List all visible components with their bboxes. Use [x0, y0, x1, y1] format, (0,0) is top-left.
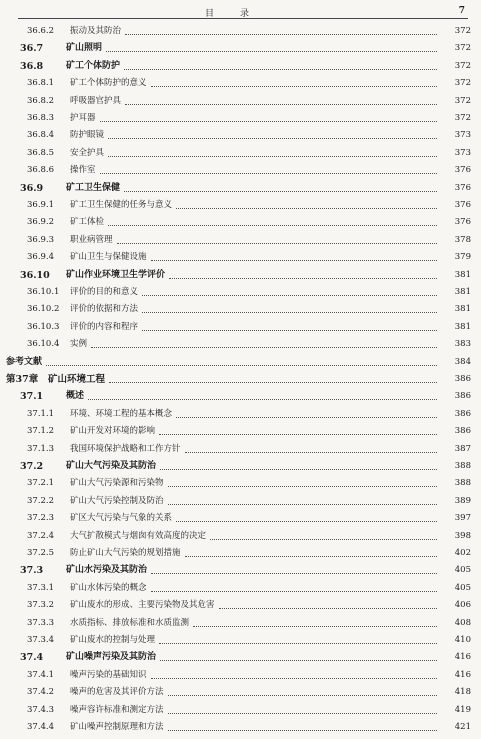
toc-entry-number: 37.2.1: [27, 478, 55, 489]
toc-entry-page: 416: [454, 669, 471, 680]
toc-entry[interactable]: [0, 93, 481, 110]
toc-entry-number: 36.9: [20, 182, 44, 194]
toc-entry[interactable]: [0, 301, 481, 318]
toc-entry-page: 405: [454, 565, 471, 576]
dot-leader: [125, 103, 437, 105]
toc-entry[interactable]: [0, 702, 481, 719]
toc-entry[interactable]: [0, 127, 481, 144]
toc-entry-number: 36.9.1: [27, 200, 55, 210]
dot-leader: [109, 381, 437, 383]
toc-entry[interactable]: [0, 458, 481, 475]
toc-entry[interactable]: [0, 545, 481, 562]
toc-entry-title: 职业病管理: [70, 234, 113, 245]
toc-entry[interactable]: [0, 510, 481, 527]
toc-entry[interactable]: [0, 75, 481, 92]
toc-entry[interactable]: [0, 58, 481, 75]
toc-entry-number: 36.6.2: [27, 26, 55, 36]
toc-entry-title: 呼吸器官护具: [70, 95, 122, 106]
toc-entry[interactable]: [0, 354, 481, 371]
toc-entry-number: 36.8: [20, 60, 44, 72]
toc-entry-number: 37.2.5: [27, 548, 55, 558]
toc-entry-number: 37.4: [20, 652, 44, 664]
dot-leader: [168, 712, 437, 714]
toc-entry-number: 37.1.1: [27, 408, 55, 419]
toc-entry-title: 防护眼镜: [70, 130, 105, 141]
toc-entry-number: 37.3.1: [27, 582, 55, 593]
toc-entry[interactable]: [0, 214, 481, 231]
toc-entry-page: 406: [454, 600, 471, 611]
toc-entry-page: 372: [454, 43, 471, 54]
dot-leader: [100, 172, 437, 174]
dot-leader: [117, 242, 437, 244]
dot-leader: [176, 207, 437, 209]
toc-entry-title: 矿工个体防护: [66, 60, 121, 71]
toc-entry-title: 矿山水体污染的概念: [70, 582, 147, 593]
toc-entry-title: 评价的目的和意义: [70, 287, 139, 297]
toc-entry-number: 36.9.4: [27, 252, 55, 263]
toc-entry-title: 大气扩散模式与烟囱有效高度的决定: [70, 530, 207, 541]
toc-entry-number: 36.8.4: [27, 130, 55, 141]
dot-leader: [151, 572, 437, 574]
toc-entry-title: 矿工个体防护的意义: [70, 78, 147, 89]
dot-leader: [151, 259, 437, 261]
toc-entry-number: 37.1: [20, 391, 44, 403]
toc-entry-page: 402: [454, 548, 471, 558]
toc-entry-page: 387: [454, 443, 471, 454]
toc-entry[interactable]: [0, 319, 481, 336]
toc-entry-page: 378: [454, 234, 471, 245]
dot-leader: [160, 468, 437, 470]
toc-entry[interactable]: [0, 719, 481, 736]
toc-entry[interactable]: [0, 475, 481, 492]
toc-entry-title: 环境、环境工程的基本概念: [70, 408, 173, 419]
toc-entry-title: 矿工体检: [70, 217, 105, 228]
toc-entry-page: 419: [454, 704, 471, 715]
toc-entry-title: 矿山环境工程: [48, 374, 106, 385]
toc-entry-title: 矿工卫生保健的任务与意义: [70, 200, 173, 210]
dot-leader: [46, 364, 437, 366]
toc-entry[interactable]: [0, 197, 481, 214]
toc-entry-page: 373: [454, 147, 471, 158]
toc-entry-page: 372: [454, 60, 471, 71]
toc-entry-title: 振动及其防治: [70, 26, 122, 36]
toc-entry-page: 386: [454, 408, 471, 419]
dot-leader: [88, 398, 437, 400]
toc-entry[interactable]: [0, 667, 481, 684]
toc-entry-title: 水质指标、排放标准和水质监测: [70, 617, 190, 628]
toc-entry-title: 矿山卫生与保健设施: [70, 252, 147, 263]
toc-entry-title: 矿山水污染及其防治: [66, 565, 148, 576]
toc-entry-number: 37.4.2: [27, 687, 55, 698]
toc-entry-title: 操作室: [70, 165, 96, 176]
toc-entry[interactable]: [0, 528, 481, 545]
toc-entry-page: 376: [454, 217, 471, 228]
toc-entry-number: 36.10: [20, 269, 50, 281]
toc-entry-title: 护耳器: [70, 113, 96, 123]
toc-entry[interactable]: [0, 441, 481, 458]
toc-entry[interactable]: [0, 162, 481, 179]
dot-leader: [219, 607, 437, 609]
toc-entry-title: 概述: [66, 391, 85, 402]
dot-leader: [176, 520, 437, 522]
toc-entry[interactable]: [0, 615, 481, 632]
toc-entry-number: 37.3.4: [27, 635, 55, 645]
toc-entry[interactable]: [0, 284, 481, 301]
toc-entry-title: 安全护具: [70, 147, 105, 158]
toc-entry-number: 36.8.1: [27, 78, 55, 89]
toc-entry-page: 410: [454, 635, 471, 645]
toc-entry-page: 372: [454, 113, 471, 123]
toc-entry-page: 421: [454, 722, 471, 732]
toc-entry-page: 386: [454, 426, 471, 437]
toc-entry-title: 评价的依据和方法: [70, 304, 139, 315]
dot-leader: [176, 416, 437, 418]
toc-entry-page: 386: [454, 374, 471, 384]
toc-entry-title: 我国环境保护战略和工作方针: [70, 443, 181, 454]
header-title: 目录: [205, 9, 276, 19]
toc-entry-number: 37.2.3: [27, 513, 55, 524]
toc-entry-page: 372: [454, 26, 471, 36]
toc-entry-title: 矿山噪声污染及其防治: [66, 652, 157, 663]
dot-leader: [125, 33, 437, 35]
dot-leader: [168, 729, 437, 731]
toc-entry-page: 376: [454, 182, 471, 193]
toc-entry-page: 373: [454, 130, 471, 141]
toc-entry-number: 36.10.1: [27, 287, 60, 297]
dot-leader: [193, 625, 437, 627]
toc-entry[interactable]: [0, 649, 481, 666]
toc-entry-page: 408: [454, 617, 471, 628]
toc-entry-number: 第37章: [6, 374, 39, 385]
toc-entry[interactable]: [0, 406, 481, 423]
toc-entry[interactable]: [0, 40, 481, 57]
toc-entry-page: 386: [454, 391, 471, 402]
dot-leader: [210, 538, 437, 540]
toc-entry-title: 矿工卫生保健: [66, 182, 121, 193]
toc-entry-title: 矿区大气污染与气象的关系: [70, 513, 173, 524]
toc-entry-number: 36.8.6: [27, 165, 55, 176]
dot-leader: [151, 85, 437, 87]
toc-entry-page: 381: [454, 321, 471, 332]
toc-entry-page: 388: [454, 478, 471, 489]
toc-entry-page: 405: [454, 582, 471, 593]
toc-entry[interactable]: [0, 249, 481, 266]
toc-entry-number: 37.3: [20, 565, 44, 577]
toc-entry-title: 矿山开发对环境的影响: [70, 426, 156, 437]
toc-entry[interactable]: [0, 580, 481, 597]
toc-entry-number: 36.8.2: [27, 95, 55, 106]
toc-entry-page: 398: [454, 530, 471, 541]
dot-leader: [168, 503, 437, 505]
dot-leader: [151, 590, 437, 592]
toc-entry-number: 37.2.4: [27, 530, 55, 541]
toc-entry-number: 37.1.2: [27, 426, 55, 437]
dot-leader: [124, 68, 437, 70]
toc-entry-number: 36.8.5: [27, 147, 55, 158]
dot-leader: [185, 451, 437, 453]
toc-entry-page: 381: [454, 304, 471, 315]
toc-entry-title: 矿山作业环境卫生学评价: [66, 269, 166, 280]
toc-entry-title: 矿山大气污染源和污染物: [70, 478, 164, 489]
toc-entry-number: 36.10.2: [27, 304, 60, 315]
toc-entry-page: 383: [454, 339, 471, 350]
toc-entry-number: 37.4.1: [27, 669, 55, 680]
toc-entry[interactable]: [0, 423, 481, 440]
toc-entry[interactable]: [0, 371, 481, 388]
dot-leader: [160, 659, 437, 661]
toc-entry[interactable]: [0, 493, 481, 510]
toc-entry-page: 381: [454, 287, 471, 297]
dot-leader: [108, 224, 437, 226]
dot-leader: [124, 190, 437, 192]
toc-entry-number: 36.10.4: [27, 339, 60, 350]
toc-entry[interactable]: [0, 180, 481, 197]
toc-entry[interactable]: [0, 110, 481, 127]
toc-entry-page: 389: [454, 495, 471, 506]
toc-entry-title: 参考文献: [6, 356, 43, 367]
toc-entry-page: 372: [454, 95, 471, 106]
toc-entry-title: 评价的内容和程序: [70, 321, 139, 332]
toc-entry-number: 37.4.3: [27, 704, 55, 715]
toc-entry-number: 37.4.4: [27, 722, 55, 732]
header-rule: [18, 18, 468, 19]
toc-entry-page: 416: [454, 652, 471, 663]
toc-entry-title: 噪声容许标准和测定方法: [70, 704, 164, 715]
dot-leader: [142, 294, 437, 296]
toc-entry[interactable]: [0, 23, 481, 40]
toc-entry-page: 376: [454, 165, 471, 176]
toc-entry[interactable]: [0, 684, 481, 701]
toc-entry-title: 噪声的危害及其评价方法: [70, 687, 164, 698]
dot-leader: [108, 137, 437, 139]
toc-entry-page: 372: [454, 78, 471, 89]
dot-leader: [159, 433, 437, 435]
toc-entry[interactable]: [0, 232, 481, 249]
toc-entry-number: 36.8.3: [27, 113, 55, 123]
toc-entry[interactable]: [0, 267, 481, 284]
toc-entry[interactable]: [0, 145, 481, 162]
dot-leader: [151, 677, 437, 679]
dot-leader: [100, 120, 437, 122]
toc-entry-number: 36.10.3: [27, 321, 60, 332]
toc-entry-title: 矿山废水的控制与处理: [70, 635, 156, 645]
toc-entry-number: 36.7: [20, 43, 44, 55]
toc-entry-title: 矿山大气污染及其防治: [66, 461, 157, 471]
toc-entry-page: 381: [454, 269, 471, 280]
dot-leader: [142, 311, 437, 313]
toc-entry-title: 矿山废水的形成、主要污染物及其危害: [70, 600, 215, 611]
toc-entry-page: 376: [454, 200, 471, 210]
dot-leader: [169, 277, 437, 279]
toc-entry-title: 矿山照明: [66, 43, 103, 54]
toc-entry-number: 36.9.2: [27, 217, 55, 228]
toc-entry-title: 实例: [70, 339, 88, 350]
toc-entry-number: 37.1.3: [27, 443, 55, 454]
toc-entry[interactable]: [0, 632, 481, 649]
toc-entry-title: 防止矿山大气污染的规划措施: [70, 548, 181, 558]
dot-leader: [185, 555, 437, 557]
toc-entry[interactable]: [0, 597, 481, 614]
toc-entry-page: 418: [454, 687, 471, 698]
dot-leader: [142, 329, 437, 331]
toc-entry-title: 噪声污染的基础知识: [70, 669, 147, 680]
toc-entry-number: 37.3.3: [27, 617, 55, 628]
toc-entry-page: 397: [454, 513, 471, 524]
toc-entry-number: 37.3.2: [27, 600, 55, 611]
toc-entry[interactable]: [0, 336, 481, 353]
toc-entry-number: 37.2: [20, 461, 44, 472]
toc-entry-page: 379: [454, 252, 471, 263]
toc-entry-page: 384: [454, 356, 471, 367]
toc-entry-title: 矿山噪声控制原理和方法: [70, 722, 164, 732]
toc-entry[interactable]: [0, 562, 481, 579]
toc-entry-page: 388: [454, 461, 471, 471]
dot-leader: [159, 642, 437, 644]
header-page-number: 7: [458, 6, 465, 16]
toc-entry-number: 36.9.3: [27, 234, 55, 245]
dot-leader: [91, 346, 437, 348]
dot-leader: [168, 694, 437, 696]
dot-leader: [106, 50, 437, 52]
dot-leader: [168, 485, 437, 487]
toc-entry[interactable]: [0, 388, 481, 405]
toc-entry-number: 37.2.2: [27, 495, 55, 506]
dot-leader: [108, 155, 437, 157]
toc-entry-title: 矿山大气污染控制及防治: [70, 495, 164, 506]
